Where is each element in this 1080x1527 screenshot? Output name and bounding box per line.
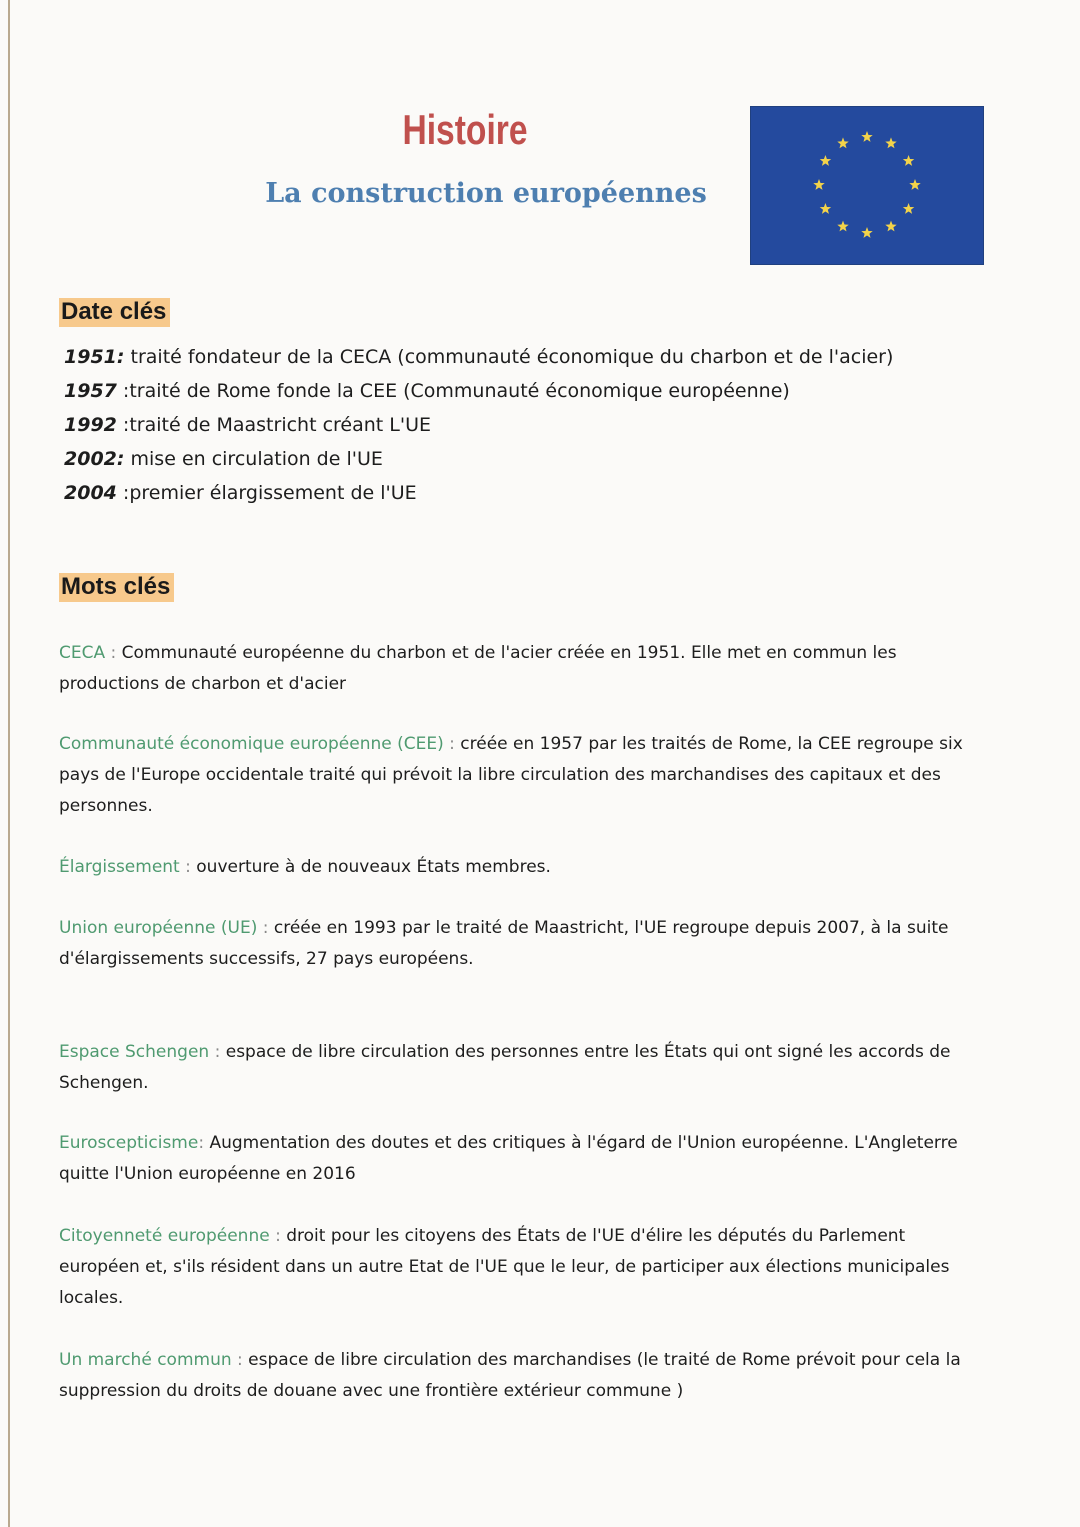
keyword-entry bbox=[59, 913, 984, 975]
flag-star-icon bbox=[813, 179, 824, 190]
keyword-separator: : bbox=[257, 918, 274, 938]
date-year: 1951: bbox=[64, 346, 125, 368]
keyword-term: Élargissement bbox=[59, 857, 180, 877]
flag-star-icon bbox=[885, 221, 896, 232]
date-text: :traité de Rome fonde la CEE (Communauté économique européenne) bbox=[116, 380, 790, 402]
flag-star-icon bbox=[861, 131, 872, 142]
eu-flag-icon bbox=[750, 106, 984, 265]
keyword-separator: : bbox=[209, 1042, 226, 1062]
keyword-entry bbox=[59, 638, 984, 700]
date-year: 1992 bbox=[64, 414, 117, 436]
flag-star-icon bbox=[903, 203, 914, 214]
keyword-entry bbox=[59, 1345, 984, 1407]
flag-star-icon bbox=[909, 179, 920, 190]
flag-star-icon bbox=[903, 155, 914, 166]
keyword-definition: créée en 1957 par les traités de Rome, la CEE regroupe six pays de l'Europe occidentale traité qui prévoit la libre circulation des marchandises des capitaux et des personnes. bbox=[59, 734, 963, 816]
date-item bbox=[64, 476, 893, 510]
date-item bbox=[64, 374, 893, 408]
keyword-entry bbox=[59, 852, 984, 883]
keyword-definition: ouverture à de nouveaux États membres. bbox=[196, 857, 551, 877]
keyword-separator: : bbox=[105, 643, 122, 663]
eu-flag-stars bbox=[751, 107, 983, 264]
flag-star-icon bbox=[837, 137, 848, 148]
flag-star-icon bbox=[861, 227, 872, 238]
date-item bbox=[64, 408, 893, 442]
keyword-separator: : bbox=[443, 734, 461, 754]
keyword-term: Citoyenneté européenne bbox=[59, 1226, 270, 1246]
keyword-term: CECA bbox=[59, 643, 106, 663]
date-year: 2002: bbox=[64, 448, 125, 470]
keyword-definition: droit pour les citoyens des États de l'UE d'élire les députés du Parlement européen et, s'ils résident dans un autre Etat de l'UE que le leur, de participer aux élections municipales locales. bbox=[59, 1226, 950, 1308]
keyword-term: Union européenne (UE) bbox=[59, 918, 258, 938]
page-title: Histoire bbox=[402, 106, 528, 153]
keyword-separator: : bbox=[269, 1226, 287, 1246]
dates-heading: Date clés bbox=[59, 298, 170, 327]
keyword-term: Un marché commun bbox=[59, 1350, 232, 1370]
page-subtitle: La construction européennes bbox=[265, 178, 707, 209]
keyword-entry bbox=[59, 1128, 984, 1190]
date-text: mise en circulation de l'UE bbox=[124, 448, 383, 470]
flag-star-icon bbox=[885, 137, 896, 148]
page-margin-line bbox=[8, 0, 10, 1527]
keyword-definition: créée en 1993 par le traité de Maastricht, l'UE regroupe depuis 2007, à la suite d'élargissements successifs, 27 pays européens. bbox=[59, 918, 949, 969]
keyword-entry bbox=[59, 729, 984, 822]
flag-star-icon bbox=[837, 221, 848, 232]
date-item bbox=[64, 340, 893, 374]
keyword-definition: Communauté européenne du charbon et de l'acier créée en 1951. Elle met en commun les productions de charbon et d'acier bbox=[59, 643, 897, 694]
keyword-entry bbox=[59, 1037, 984, 1099]
dates-list bbox=[64, 340, 893, 510]
keyword-term: Communauté économique européenne (CEE) bbox=[59, 734, 444, 754]
date-text: :traité de Maastricht créant L'UE bbox=[116, 414, 432, 436]
keyword-separator: : bbox=[179, 857, 197, 877]
keyword-separator: : bbox=[198, 1133, 210, 1153]
keyword-definition: espace de libre circulation des marchandises (le traité de Rome prévoit pour cela la suppression du droits de douane avec une frontière extérieur commune ) bbox=[59, 1350, 961, 1401]
date-item bbox=[64, 442, 893, 476]
flag-star-icon bbox=[820, 155, 831, 166]
keyword-term: Espace Schengen bbox=[59, 1042, 210, 1062]
keywords-heading: Mots clés bbox=[59, 573, 174, 602]
date-year: 2004 bbox=[64, 482, 117, 504]
keyword-separator: : bbox=[231, 1350, 249, 1370]
keyword-definition: espace de libre circulation des personnes entre les États qui ont signé les accords de Schengen. bbox=[59, 1042, 951, 1093]
keyword-entry bbox=[59, 1221, 984, 1314]
date-year: 1957 bbox=[64, 380, 117, 402]
date-text: traité fondateur de la CECA (communauté économique du charbon et de l'acier) bbox=[124, 346, 894, 368]
flag-star-icon bbox=[820, 203, 831, 214]
keyword-term: Euroscepticisme bbox=[59, 1133, 199, 1153]
keyword-definition: Augmentation des doutes et des critiques à l'égard de l'Union européenne. L'Angleterre quitte l'Union européenne en 2016 bbox=[59, 1133, 958, 1184]
date-text: :premier élargissement de l'UE bbox=[116, 482, 417, 504]
